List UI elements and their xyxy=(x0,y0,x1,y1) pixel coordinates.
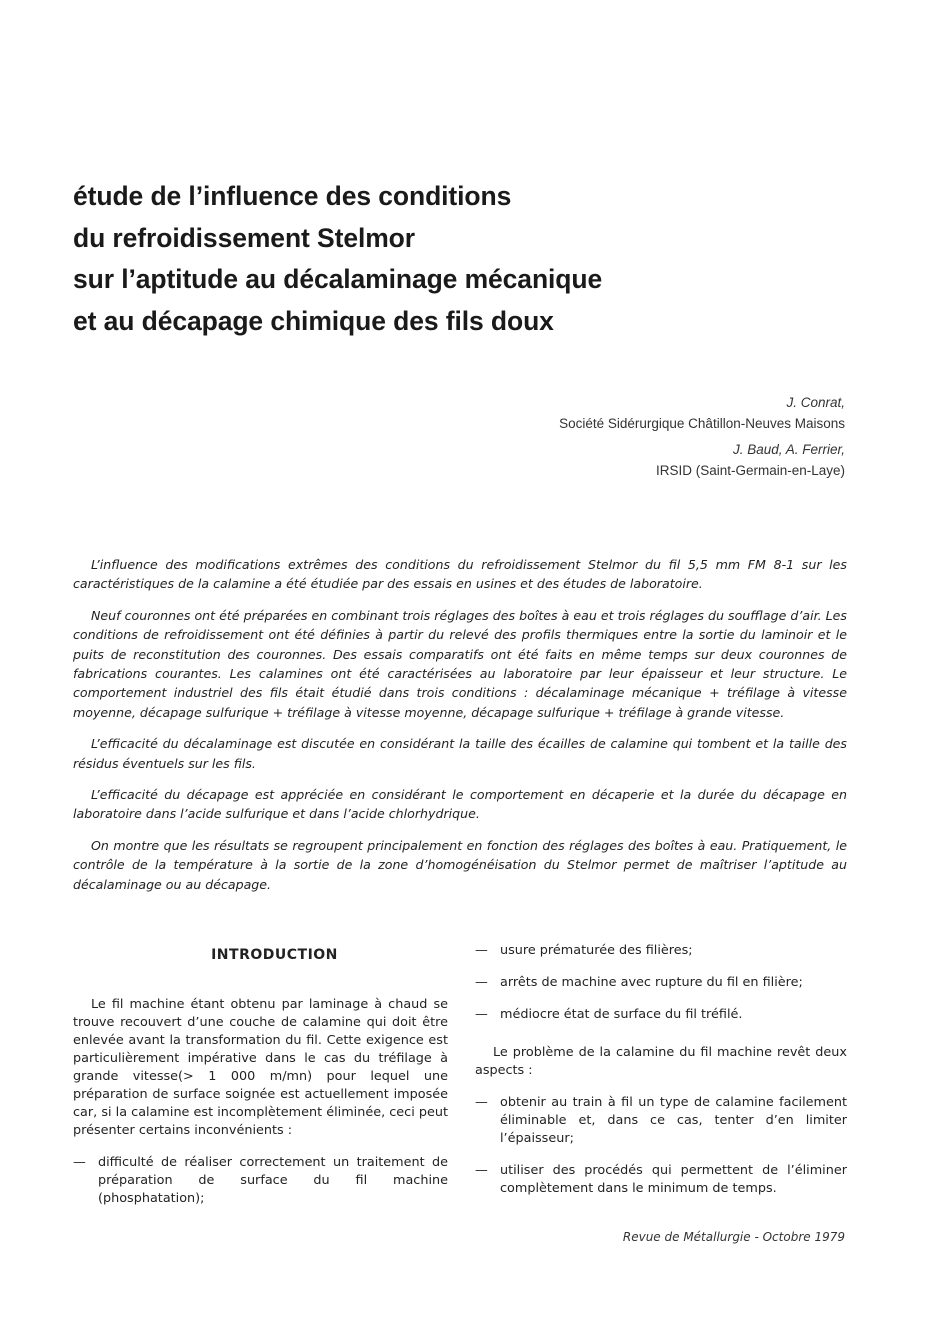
list-item: — médiocre état de surface du fil tréfilé. xyxy=(475,1006,847,1024)
abstract-paragraph: On montre que les résultats se regroupent principalement en fonction des réglages des boîtes à eau. Pratiquement, le contrôle de la température à la sortie de la zone d’homogénéisation du Stelmor permet de maîtriser l’aptitude au décalaminage ou au décapage. xyxy=(73,837,847,892)
journal-footer: Revue de Métallurgie - Octobre 1979 xyxy=(622,1230,845,1244)
article-title xyxy=(73,176,793,342)
author-name: J. Conrat, xyxy=(786,395,845,410)
inconvenients-list-continued xyxy=(475,942,847,1024)
abstract-paragraph: L’influence des modifications extrêmes des conditions du refroidissement Stelmor du fil 5,5 mm FM 8-1 sur les caractéristiques de la calamine a été étudiée par des essais en usines et des études de laboratoire. xyxy=(73,557,847,592)
right-column xyxy=(475,942,847,1212)
left-column xyxy=(73,942,448,1222)
title-line: sur l’aptitude au décalaminage mécanique xyxy=(73,264,603,294)
title-line: et au décapage chimique des fils doux xyxy=(73,305,554,336)
abstract-paragraph: L’efficacité du décapage est appréciée en considérant le comportement en décaperie et la durée du décapage en laboratoire dans l’acide sulfurique et dans l’acide chlorhydrique. xyxy=(73,787,847,822)
title-line: étude de l’influence des conditions xyxy=(73,181,512,211)
body-paragraph: Le problème de la calamine du fil machine revêt deux aspects : xyxy=(475,1045,847,1078)
author-block xyxy=(559,393,845,487)
list-item: — arrêts de machine avec rupture du fil en filière; xyxy=(475,974,847,992)
title-line: du refroidissement Stelmor xyxy=(73,222,415,253)
abstract xyxy=(73,555,847,906)
abstract-paragraph: L’efficacité du décalaminage est discutée en considérant la taille des écailles de calamine qui tombent et la taille des résidus éventuels sur les fils. xyxy=(73,736,847,771)
list-item: — obtenir au train à fil un type de calamine facilement éliminable et, dans ce cas, tenter d’en limiter l’épaisseur; xyxy=(475,1094,847,1148)
aspects-list xyxy=(475,1094,847,1198)
author-affiliation: Société Sidérurgique Châtillon-Neuves Maisons xyxy=(559,416,845,431)
body-paragraph: Le fil machine étant obtenu par laminage à chaud se trouve recouvert d’une couche de calamine qui doit être enlevée avant la transformation du fil. Cette exigence est particulièrement impérative dans le cas du tréfilage à grande vitesse(> 1 000 m/mn) pour lequel une préparation de surface soignée est actuellement imposée car, si la calamine est incomplètement éliminée, ceci peut présenter certains inconvénients : xyxy=(73,997,448,1138)
abstract-paragraph: Neuf couronnes ont été préparées en combinant trois réglages des boîtes à eau et trois réglages du soufflage d’air. Les conditions de refroidissement ont été définies à partir du relevé des profils thermiques entre la sortie du laminoir et le puits de reconstitution des couronnes. Des essais comparatifs ont été faits en même temps sur deux couronnes de fabrications courantes. Les calamines ont été caractérisées au laboratoire par leur épaisseur et leur structure. Le comportement industriel des fils était étudié dans trois conditions : décalaminage mécanique + tréfilage à vitesse moyenne, décapage sulfurique + tréfilage à vitesse moyenne, décapage sulfurique + tréfilage à grande vitesse. xyxy=(73,607,847,720)
author-name: J. Baud, A. Ferrier, xyxy=(732,442,845,457)
section-heading: INTRODUCTION xyxy=(211,947,338,963)
author-affiliation: IRSID (Saint-Germain-en-Laye) xyxy=(655,463,845,478)
list-item: — difficulté de réaliser correctement un traitement de préparation de surface du fil machine (phosphatation); xyxy=(73,1154,448,1208)
list-item: — utiliser des procédés qui permettent de l’éliminer complètement dans le minimum de temps. xyxy=(475,1162,847,1198)
inconvenients-list xyxy=(73,1154,448,1208)
list-item: — usure prématurée des filières; xyxy=(475,942,847,960)
